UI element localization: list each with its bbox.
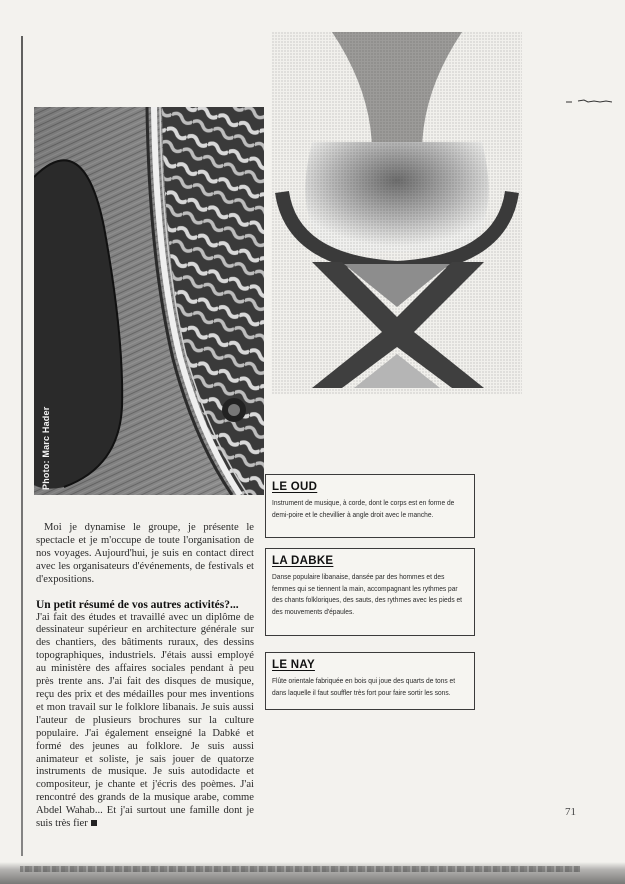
question-heading: Un petit résumé de vos autres activités?...: [36, 598, 239, 611]
page-binding-edge: [21, 36, 23, 856]
corner-scan-mark: [566, 96, 612, 106]
photo-credit: Photo: Marc Hader: [41, 406, 51, 490]
stage-artwork-photo: [272, 32, 522, 394]
glossary-title-oud: LE OUD: [272, 481, 318, 493]
glossary-box-nay: [265, 652, 475, 710]
oud-detail-photo: [34, 107, 264, 495]
glossary-box-dabke: [265, 548, 475, 636]
glossary-definition-oud: Instrument de musique, à corde, dont le corps est en forme de demi-poire et le chevillier à angle droit avec le manche.: [272, 498, 455, 519]
glossary-box-oud: [265, 474, 475, 538]
article-text-column: [36, 522, 254, 831]
paragraph-intro: Moi je dynamise le groupe, je présente le spectacle et je m'occupe de toute l'organisation de nos voyages. Aujourd'hui, je suis en contact direct avec les organisateurs d'événements, de festivals et d'expositions.: [36, 522, 254, 585]
scan-artifact-line: [20, 866, 580, 872]
glossary-title-nay: LE NAY: [272, 659, 315, 671]
glossary-title-dabke: LA DABKE: [272, 555, 334, 567]
page-number: 71: [565, 806, 576, 818]
glossary-definition-nay: Flûte orientale fabriquée en bois qui joue des quarts de tons et dans laquelle il faut souffler très fort pour faire sortir les sons.: [272, 676, 456, 697]
glossary-definition-dabke: Danse populaire libanaise, dansée par des hommes et des femmes qui se tiennent la main, accompagnant les rythmes par des chants folkloriques, des sauts, des rythmes avec les pieds et des mouvements d'épaules.: [272, 572, 463, 616]
paragraph-activities-text: J'ai fait des études et travaillé avec un diplôme de dessinateur supérieur en architecture générale sur des chantiers, des bâtiments ruraux, des dessins topographiques, industriels. J'étais aussi employé au ministère des affaires sociales pendant à peu près trente ans. J'ai fait des disques de musique, reçu des prix et des médailles pour mes inventions et mon travail sur le folklore libanais. Je suis aussi l'auteur de plusieurs brochures sur la culture populaire. J'ai également enseigné la Dabké et formé des jeunes au folklore. Je suis aussi animateur et soliste, je sais jouer de quatorze instruments de musique. Je suis autodidacte et compositeur, je chante et j'écris des poèmes. J'ai rencontré des grands de la musique arabe, comme Abdel Wahab... Et j'ai surtout une famille dont je suis très fier: [36, 611, 254, 830]
paragraph-activities: [36, 612, 254, 831]
end-of-article-mark: [91, 820, 97, 826]
